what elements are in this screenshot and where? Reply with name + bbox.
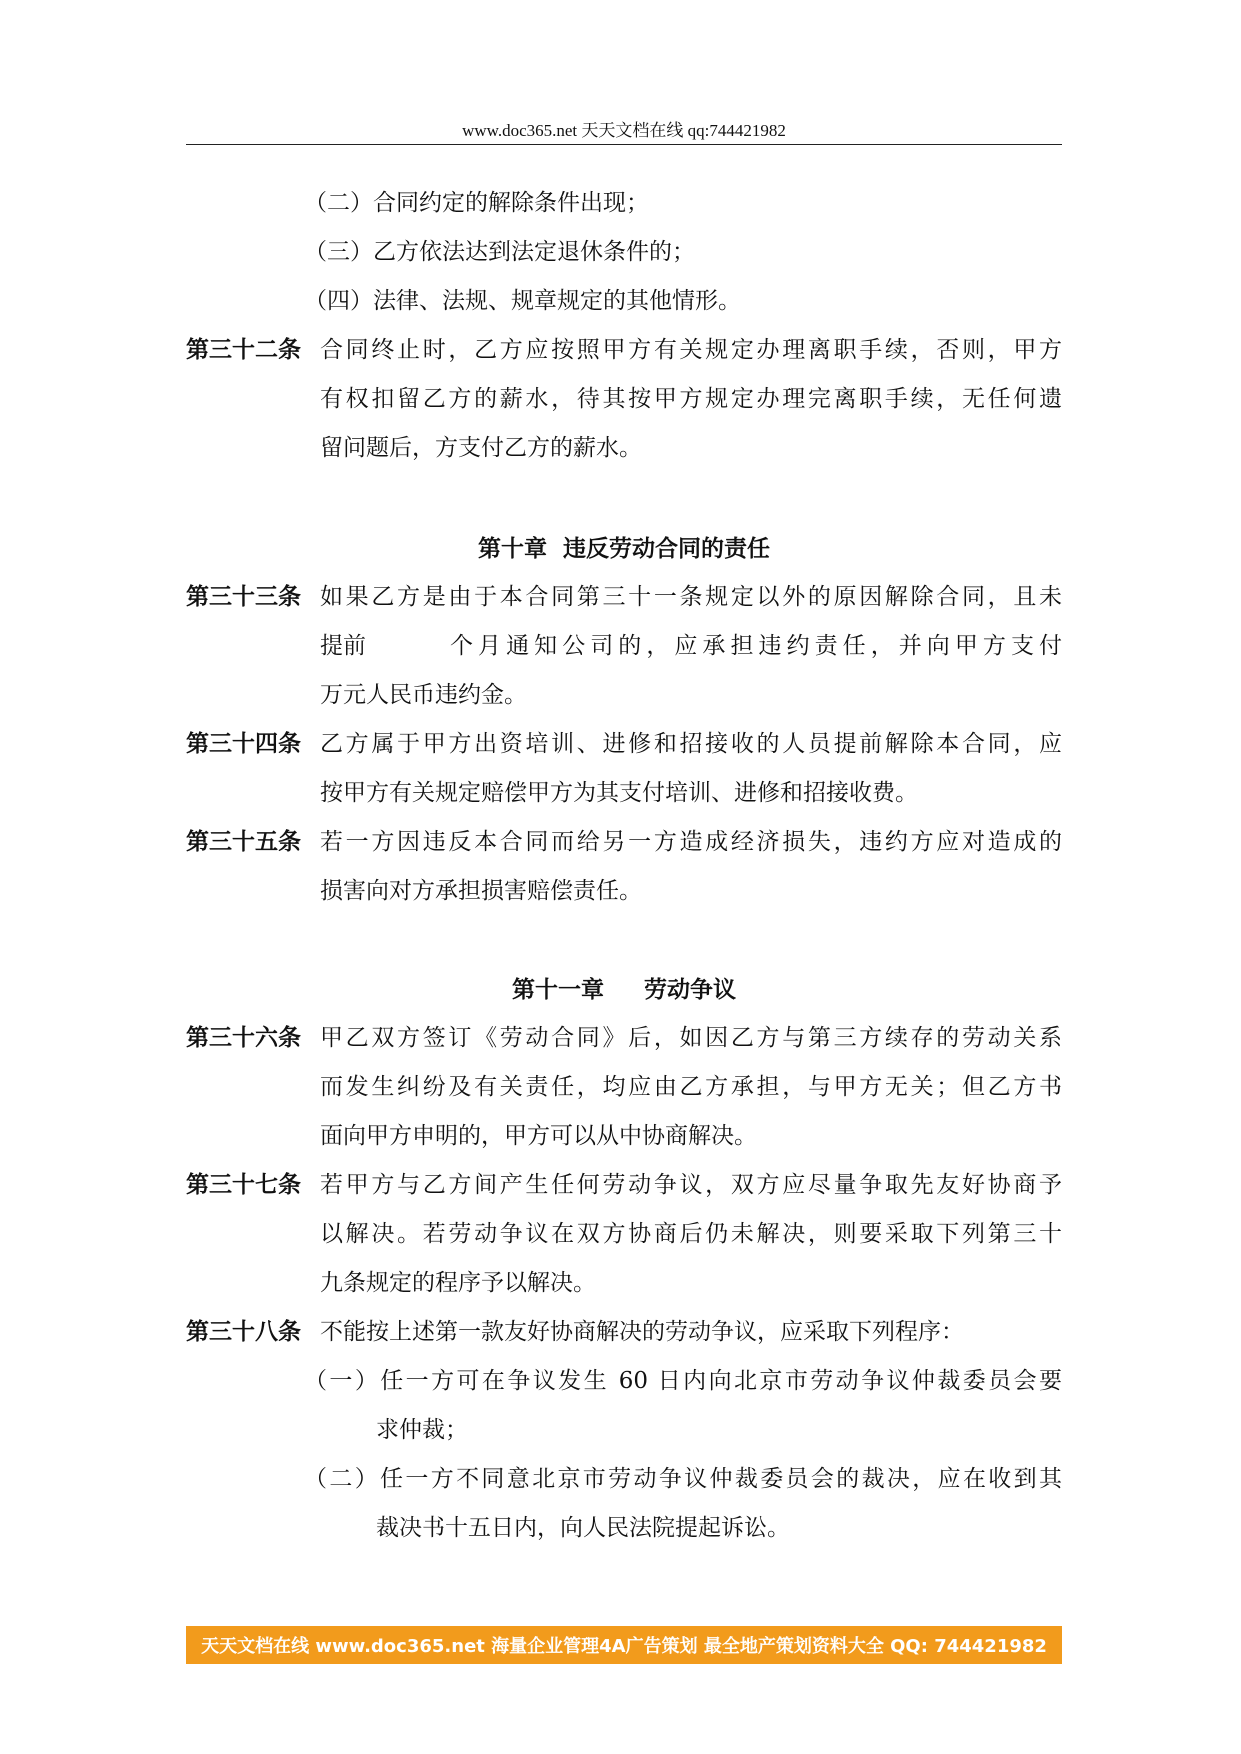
article-33-line-2a: 提前 xyxy=(320,633,366,659)
article-38-sub-1-line-1: （一）任一方可在争议发生 60 日内向北京市劳动争议仲裁委员会要 xyxy=(304,1368,1062,1394)
article-32-line-3: 留问题后，方支付乙方的薪水。 xyxy=(320,435,642,461)
page-header: www.doc365.net 天天文档在线 qq:744421982 xyxy=(462,121,786,140)
header-divider xyxy=(186,144,1062,145)
list-item-3: （三）乙方依法达到法定退休条件的； xyxy=(304,239,695,265)
article-35-label: 第三十五条 xyxy=(186,829,301,855)
article-34-line-2: 按甲方有关规定赔偿甲方为其支付培训、进修和招接收费。 xyxy=(320,780,918,806)
article-32-line-2: 有权扣留乙方的薪水，待其按甲方规定办理完离职手续，无任何遗 xyxy=(320,386,1062,412)
article-36-label: 第三十六条 xyxy=(186,1025,301,1051)
article-36-line-2: 而发生纠纷及有关责任，均应由乙方承担，与甲方无关；但乙方书 xyxy=(320,1074,1062,1100)
article-33-label: 第三十三条 xyxy=(186,584,301,610)
article-38-line-1: 不能按上述第一款友好协商解决的劳动争议，应采取下列程序： xyxy=(320,1319,964,1345)
chapter-10-heading: 第十章 违反劳动合同的责任 xyxy=(477,536,770,562)
article-38-label: 第三十八条 xyxy=(186,1319,301,1345)
list-item-2: （二）合同约定的解除条件出现； xyxy=(304,190,649,216)
list-item-4: （四）法律、法规、规章规定的其他情形。 xyxy=(304,288,741,314)
article-37-line-3: 九条规定的程序予以解决。 xyxy=(320,1270,596,1296)
article-38-sub-1-line-2: 求仲裁； xyxy=(376,1417,468,1443)
article-35-line-1: 若一方因违反本合同而给另一方造成经济损失，违约方应对造成的 xyxy=(320,829,1062,855)
article-37-line-1: 若甲方与乙方间产生任何劳动争议，双方应尽量争取先友好协商予 xyxy=(320,1172,1062,1198)
article-36-line-1: 甲乙双方签订《劳动合同》后，如因乙方与第三方续存的劳动关系 xyxy=(320,1025,1062,1051)
article-38-sub-2-line-2: 裁决书十五日内，向人民法院提起诉讼。 xyxy=(376,1515,790,1541)
article-32-line-1: 合同终止时，乙方应按照甲方有关规定办理离职手续，否则，甲方 xyxy=(320,337,1062,363)
article-33-line-2b: 个月通知公司的，应承担违约责任，并向甲方支付 xyxy=(450,633,1062,659)
footer-banner-text: 天天文档在线 www.doc365.net 海量企业管理4A广告策划 最全地产策划资料大全 QQ: 744421982 xyxy=(201,1636,1047,1657)
article-34-line-1: 乙方属于甲方出资培训、进修和招接收的人员提前解除本合同，应 xyxy=(320,731,1062,757)
article-35-line-2: 损害向对方承担损害赔偿责任。 xyxy=(320,878,642,904)
article-33-line-1: 如果乙方是由于本合同第三十一条规定以外的原因解除合同，且未 xyxy=(320,584,1062,610)
chapter-11-heading: 第十一章 劳动争议 xyxy=(511,977,737,1003)
article-34-label: 第三十四条 xyxy=(186,731,301,757)
footer-banner xyxy=(186,1626,1062,1664)
article-38-sub-2-line-1: （二）任一方不同意北京市劳动争议仲裁委员会的裁决，应在收到其 xyxy=(304,1466,1062,1492)
article-36-line-3: 面向甲方申明的，甲方可以从中协商解决。 xyxy=(320,1123,757,1149)
article-33-line-3: 万元人民币违约金。 xyxy=(320,682,527,708)
article-37-label: 第三十七条 xyxy=(186,1172,301,1198)
article-32-label: 第三十二条 xyxy=(186,337,301,363)
article-37-line-2: 以解决。若劳动争议在双方协商后仍未解决，则要采取下列第三十 xyxy=(320,1221,1062,1247)
